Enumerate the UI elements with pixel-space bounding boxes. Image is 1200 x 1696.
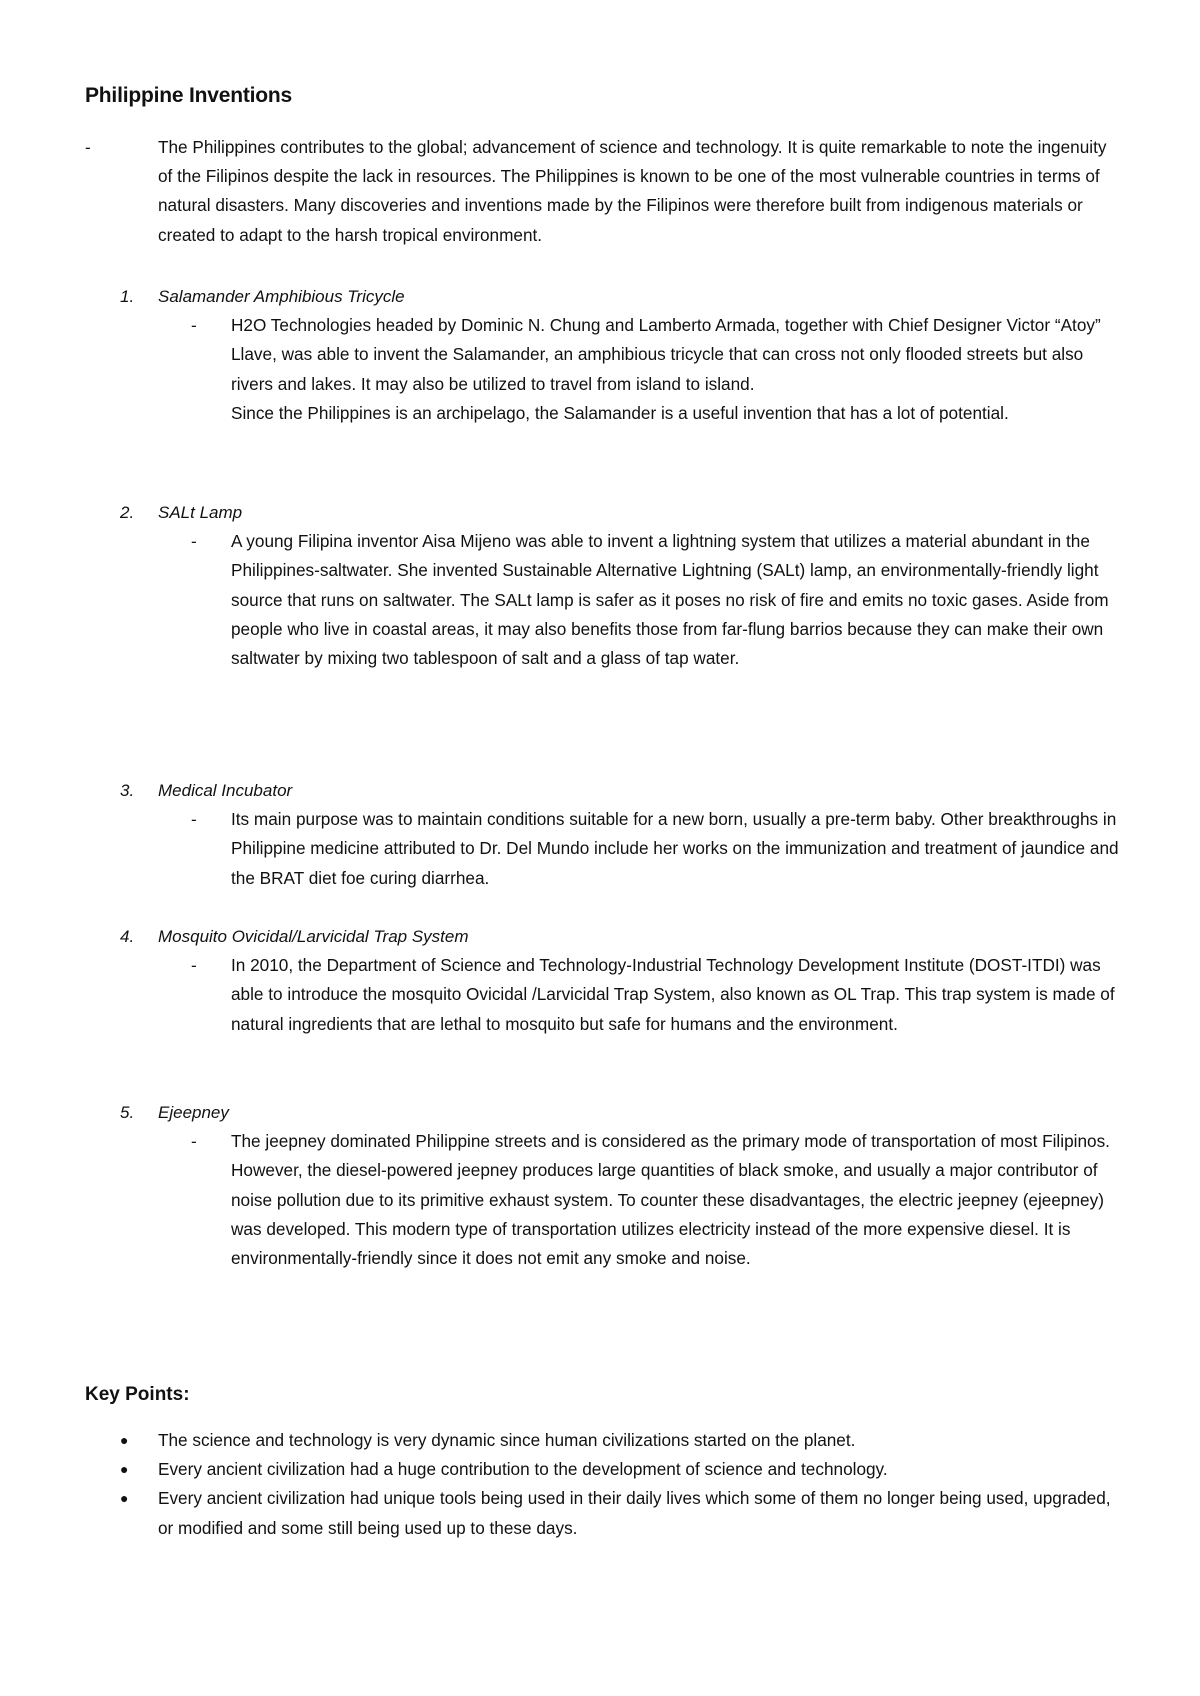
dash-marker: - (191, 810, 197, 830)
invention-heading (120, 282, 1125, 311)
dash-marker: - (191, 1132, 197, 1152)
invention-heading (120, 922, 1125, 951)
invention-text: In 2010, the Department of Science and Technology-Industrial Technology Development Institute (DOST-ITDI) was able to introduce the mosquito Ovicidal /Larvicidal Trap System, also known as OL Trap. This trap system is made of natural ingredients that are lethal to mosquito but safe for humans and the environment. (231, 955, 1115, 1034)
key-point-text: The science and technology is very dynamic since human civilizations started on the planet. (158, 1430, 856, 1450)
invention-text: H2O Technologies headed by Dominic N. Chung and Lamberto Armada, together with Chief Designer Victor “Atoy” Llave, was able to invent the Salamander, an amphibious tricycle that can cross not only flooded streets but also rivers and lakes. It may also be utilized to travel from island to island. (231, 315, 1101, 394)
invention-description (191, 805, 1125, 893)
list-item (120, 1455, 1125, 1484)
invention-section-3 (120, 776, 1125, 893)
invention-section-2 (120, 498, 1125, 673)
invention-section-4 (120, 922, 1125, 1039)
key-point-text: Every ancient civilization had a huge contribution to the development of science and technology. (158, 1459, 888, 1480)
invention-description (191, 527, 1125, 673)
dash-marker: - (191, 532, 197, 552)
intro-paragraph (85, 133, 1125, 250)
invention-text-continued: Since the Philippines is an archipelago, the Salamander is a useful invention that has a lot of potential. (231, 402, 1009, 423)
invention-heading (120, 1098, 1125, 1127)
invention-section-5 (120, 1098, 1125, 1273)
invention-description (191, 1127, 1125, 1273)
invention-name: Mosquito Ovicidal/Larvicidal Trap System (158, 927, 469, 946)
invention-number: 1. (120, 287, 135, 306)
dash-marker: - (191, 316, 197, 336)
invention-number: 2. (120, 503, 135, 522)
intro-text: The Philippines contributes to the global; advancement of science and technology. It is quite remarkable to note the ingenuity of the Filipinos despite the lack in resources. The Philippines is known to be one of the most vulnerable countries in terms of natural disasters. Many discoveries and inventions made by the Filipinos were therefore built from indigenous materials or created to adapt to the harsh tropical environment. (158, 137, 1107, 245)
dash-marker: - (85, 138, 91, 157)
document-title: Philippine Inventions (85, 84, 292, 107)
invention-heading (120, 498, 1125, 527)
bullet-icon: ● (120, 1461, 129, 1478)
invention-description (191, 951, 1125, 1039)
invention-heading (120, 776, 1125, 805)
invention-description (191, 311, 1125, 428)
dash-marker: - (191, 956, 197, 976)
key-points-title: Key Points: (85, 1384, 190, 1405)
bullet-icon: ● (120, 1432, 129, 1448)
invention-name: Salamander Amphibious Tricycle (158, 287, 405, 306)
invention-number: 5. (120, 1103, 135, 1122)
invention-text: The jeepney dominated Philippine streets and is considered as the primary mode of transportation of most Filipinos. However, the diesel-powered jeepney produces large quantities of black smoke, and usually a major contributor of noise pollution due to its primitive exhaust system. To counter these disadvantages, the electric jeepney (ejeepney) was developed. This modern type of transportation utilizes electricity instead of the more expensive diesel. It is environmentally-friendly since it does not emit any smoke and noise. (231, 1131, 1110, 1269)
invention-number: 4. (120, 927, 135, 946)
list-item (120, 1426, 1125, 1455)
bullet-icon: ● (120, 1490, 129, 1507)
invention-text: Its main purpose was to maintain conditions suitable for a new born, usually a pre-term baby. Other breakthroughs in Philippine medicine attributed to Dr. Del Mundo include her works on the immunization and treatment of jaundice and the BRAT diet foe curing diarrhea. (231, 809, 1119, 888)
list-item (120, 1484, 1125, 1542)
invention-name: Ejeepney (158, 1103, 229, 1122)
invention-name: Medical Incubator (158, 781, 293, 800)
key-points-list (120, 1426, 1125, 1543)
invention-text: A young Filipina inventor Aisa Mijeno was able to invent a lightning system that utilizes a material abundant in the Philippines-saltwater. She invented Sustainable Alternative Lightning (SALt) lamp, an environmentally-friendly light source that runs on saltwater. The SALt lamp is safer as it poses no risk of fire and emits no toxic gases. Aside from people who live in coastal areas, it may also benefits those from far-flung barrios because they can make their own saltwater by mixing two tablespoon of salt and a glass of tap water. (231, 531, 1109, 669)
key-point-text: Every ancient civilization had unique tools being used in their daily lives which some of them no longer being used, upgraded, or modified and some still being used up to these days. (158, 1488, 1111, 1538)
invention-number: 3. (120, 781, 135, 800)
invention-name: SALt Lamp (158, 503, 243, 522)
invention-section-1 (120, 282, 1125, 428)
